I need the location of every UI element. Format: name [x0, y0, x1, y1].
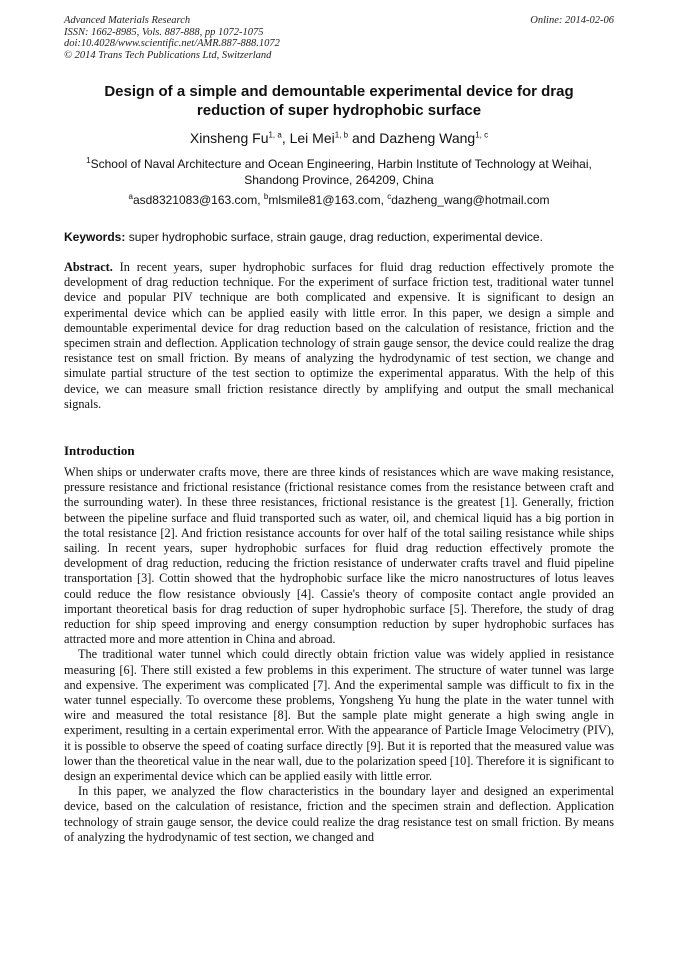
abstract	[64, 260, 614, 412]
author-affil-sup: 1, c	[475, 130, 489, 140]
affiliation	[64, 156, 614, 188]
paper-title	[64, 82, 614, 120]
email-list	[64, 192, 614, 208]
abstract-label: Abstract.	[64, 260, 113, 274]
title-line-1: Design of a simple and demountable experimental device for drag	[104, 83, 574, 100]
issn-line: ISSN: 1662-8985, Vols. 887-888, pp 1072-1075	[64, 26, 264, 38]
journal-name: Advanced Materials Research	[64, 15, 191, 26]
body-paragraph: The traditional water tunnel which could directly obtain friction value was widely applied in resistance measuring [6]. There still existed a few problems in this experiment. The structure of water tunnel was large and expensive. The experiment was complicated [7]. And the experimental sample was difficult to fix in the water tunnel especially. To overcome these problems, Yongsheng Yu hung the plate in the water tunnel with wire and measured the total resistance [8]. But the sample plate might generate a high swing angle in experiment, resulting in a certain experimental error. With the appearance of Particle Image Velocimetry (PIV), it is possible to observe the speed of coating surface directly [9]. But it is reported that the measured value was lower than the theoretical value in the near wall, due to the polarization speed [10]. Therefore it is significant to design an experimental device which can be applied easily with little error.	[64, 647, 614, 784]
author-separator: ,	[281, 130, 290, 146]
affiliation-line-2: Shandong Province, 264209, China	[244, 173, 434, 187]
affiliation-line-1: School of Naval Architecture and Ocean Engineering, Harbin Institute of Technology at Weihai,	[90, 157, 592, 171]
email-separator: ,	[257, 193, 264, 207]
email-sup: c	[387, 192, 392, 201]
email-address[interactable]: mlsmile81@163.com	[268, 193, 381, 207]
affiliation-sup: 1	[86, 156, 91, 165]
author-list	[64, 129, 614, 147]
title-line-2: reduction of super hydrophobic surface	[196, 102, 482, 119]
email-sup: a	[128, 192, 133, 201]
section-heading-introduction: Introduction	[64, 443, 135, 458]
doi-line: doi:10.4028/www.scientific.net/AMR.887-888.1072	[64, 38, 280, 49]
keywords-text: super hydrophobic surface, strain gauge, drag reduction, experimental device.	[125, 230, 543, 244]
email-address[interactable]: dazheng_wang@hotmail.com	[391, 193, 550, 207]
body-paragraph: When ships or underwater crafts move, there are three kinds of resistances which are wave making resistance, pressure resistance and frictional resistance (frictional resistance comes from the resistance between craft and the surrounding water). In these three resistances, frictional resistance is the greatest [1]. Generally, friction between the pipeline surface and fluid transported such as water, oil, and chemical liquid has a big portion in the total resistance [2]. And friction resistance accounts for over half of the total sailing resistance while ships sailing. In recent years, super hydrophobic surfaces for fluid drag reduction effectively promote the development of drag reduction, reducing the friction resistance of underwater crafts travel and fluid pipeline transportation [3]. Cottin showed that the hydrophobic surface like the micro nanostructures of lotus leaves could reduce the flow resistance obviously [4]. Cassie's theory of composite contact angle provided an important theoretical basis for drag reduction of super hydrophobic surface [5]. Therefore, the study of drag reduction for ship speed improving and energy consumption reduction by super hydrophobic surfaces has attracted more and more attention in China and abroad.	[64, 465, 614, 647]
abstract-text: In recent years, super hydrophobic surfaces for fluid drag reduction effectively promote the development of drag reduction technique. For the experiment of surface friction test, traditional water tunnel device and popular PIV technique are both complicated and expensive. It is significant to design an experimental device which can be applied easily with little error. In this paper, we design a simple and demountable experimental device for drag reduction based on the calculation of resistance, friction and the specimen strain and deflection. Application technology of strain gauge sensor, the device could realize the drag resistance test on small friction. By means of analyzing the hydrodynamic of test section, we change and simulate partial structure of the test section to optimize the experimental apparatus. With the help of this device, we can measure small friction resistance directly by amplifying and output the small mechanical signals.	[64, 260, 614, 411]
email-separator: ,	[380, 193, 388, 207]
email-sup: b	[263, 192, 269, 201]
author-name: Lei Mei	[289, 130, 335, 146]
author-name: Dazheng Wang	[379, 130, 476, 146]
author-affil-sup: 1, b	[334, 130, 349, 140]
introduction-body	[64, 465, 614, 845]
copyright-line: © 2014 Trans Tech Publications Ltd, Switzerland	[64, 49, 272, 61]
keywords-label: Keywords:	[64, 230, 126, 244]
keywords	[64, 229, 614, 245]
author-name: Xinsheng Fu	[189, 130, 269, 146]
body-paragraph: In this paper, we analyzed the flow characteristics in the boundary layer and designed an experimental device, based on the calculation of resistance, friction and the specimen strain and deflection. Application technology of strain gauge sensor, the device could realize the drag resistance test on small friction. By means of analyzing the hydrodynamic of test section, we changed and	[64, 784, 614, 844]
online-date: Online: 2014-02-06	[530, 15, 614, 26]
author-separator: and	[348, 130, 380, 146]
author-affil-sup: 1, a	[268, 130, 282, 140]
email-address[interactable]: asd8321083@163.com	[132, 193, 258, 207]
journal-header	[64, 15, 280, 61]
